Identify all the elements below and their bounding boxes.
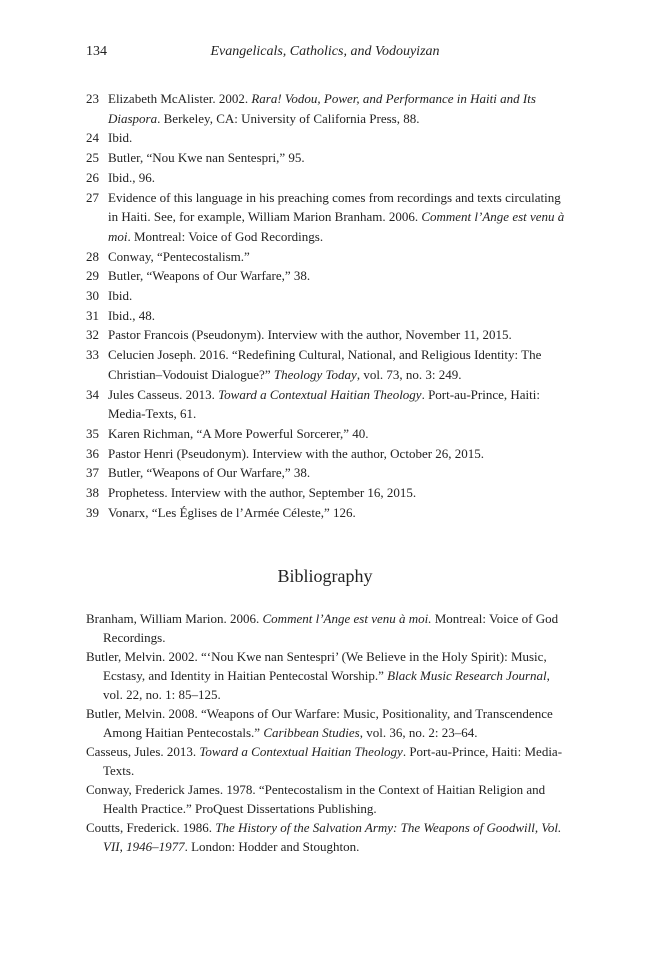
text-run: Branham, William Marion. 2006. [86,611,263,626]
endnote [86,266,566,286]
text-run: Karen Richman, “A More Powerful Sorcerer,” 40. [108,425,369,441]
endnote-number: 27 [86,189,99,205]
page-number: 134 [86,44,107,59]
endnote-text [108,483,566,503]
endnote [86,483,566,503]
endnote-number: 31 [86,307,99,323]
endnote-number: 37 [86,465,99,481]
text-run: Ibid. [108,130,133,146]
text-run: . Berkeley, CA: University of California Press, 88. [157,110,420,126]
endnote [86,463,566,483]
endnote-text [108,503,566,523]
endnote-text [108,89,566,128]
text-run: Conway, “Pentecostalism.” [108,248,250,264]
bibliography-list [86,609,566,856]
italic-text-run: Comment l’Ange est venu à moi [108,209,565,244]
italic-text-run: Rara! Vodou, Power, and Performance in Haiti and Its Diaspora [108,91,536,126]
text-run: Montreal: Voice of God Recordings. [103,611,559,645]
endnote-text [108,325,566,345]
bibliography-entry [86,742,566,780]
endnote [86,128,566,148]
page-header [86,44,564,64]
text-run: Butler, “Nou Kwe nan Sentespri,” 95. [108,150,305,166]
text-run: . Port-au-Prince, Haiti: Media-Texts, 61. [108,386,540,422]
endnote-number: 28 [86,248,99,264]
endnote [86,385,566,424]
endnotes-list [86,89,566,522]
endnote [86,424,566,444]
endnote [86,306,566,326]
text-run: , vol. 22, no. 1: 85–125. [103,668,550,702]
italic-text-run: Toward a Contextual Haitian Theology [218,386,422,402]
text-run: Pastor Francois (Pseudonym). Interview with the author, November 11, 2015. [108,327,512,343]
endnote-text [108,148,566,168]
text-run: Butler, “Weapons of Our Warfare,” 38. [108,268,311,284]
endnote [86,345,566,384]
running-title: Evangelicals, Catholics, and Vodouyizan [210,44,440,59]
endnote-number: 25 [86,150,99,166]
endnote [86,168,566,188]
italic-text-run: Toward a Contextual Haitian Theology [199,744,403,759]
endnote-text [108,286,566,306]
endnote [86,503,566,523]
text-run: , vol. 36, no. 2: 23–64. [359,725,478,740]
text-run: Butler, Melvin. 2002. “‘Nou Kwe nan Sentespri’ (We Believe in the Holy Spirit): Music, Ecstasy, and Identity in Haitian Pentecostal Worship.” [86,649,547,683]
endnote-text [108,444,566,464]
endnote-number: 33 [86,347,99,363]
endnote-number: 24 [86,130,99,146]
bibliography-heading: Bibliography [277,566,373,586]
text-run: Butler, Melvin. 2008. “Weapons of Our Warfare: Music, Positionality, and Transcendence Among Haitian Pentecostals.” [86,706,553,740]
endnote-number: 38 [86,485,99,501]
bibliography-entry [86,609,566,647]
text-run: Ibid., 48. [108,307,155,323]
endnote-text [108,345,566,384]
endnote-number: 34 [86,386,99,402]
endnote-text [108,168,566,188]
text-run: Celucien Joseph. 2016. “Redefining Cultural, National, and Religious Identity: The Christian–Vodouist Dialogue?” [108,347,542,382]
endnote-number: 35 [86,425,99,441]
endnote [86,444,566,464]
italic-text-run: Black Music Research Journal [387,668,547,683]
endnote-text [108,188,566,247]
text-run: Evidence of this language in his preaching comes from recordings and texts circulating in Haiti. See, for example, William Marion Branham. 2006. [108,189,561,225]
bibliography-entry [86,780,566,818]
text-run: Pastor Henri (Pseudonym). Interview with the author, October 26, 2015. [108,445,485,461]
endnote-text [108,463,566,483]
text-run: , vol. 73, no. 3: 249. [356,366,462,382]
endnote-number: 32 [86,327,99,343]
bibliography-entry [86,704,566,742]
italic-text-run: Caribbean Studies [263,725,360,740]
endnote-number: 29 [86,268,99,284]
bibliography-entry [86,647,566,704]
endnote [86,89,566,128]
endnote [86,286,566,306]
italic-text-run: The History of the Salvation Army: The Weapons of Goodwill, Vol. VII, 1946–1977 [103,820,562,854]
endnote [86,325,566,345]
text-run: . Montreal: Voice of God Recordings. [127,228,324,244]
text-run: Ibid., 96. [108,169,155,185]
endnote-text [108,266,566,286]
text-run: . London: Hodder and Stoughton. [184,839,360,854]
italic-text-run: Comment l’Ange est venu à moi. [262,611,432,626]
text-run: Conway, Frederick James. 1978. “Pentecostalism in the Context of Haitian Religion and Health Practice.” ProQuest Dissertations Publishing. [86,782,546,816]
endnote [86,188,566,247]
endnote-text [108,128,566,148]
endnote-text [108,247,566,267]
endnote-number: 30 [86,288,99,304]
text-run: Vonarx, “Les Églises de l’Armée Céleste,” 126. [108,504,356,520]
endnote [86,148,566,168]
endnote-text [108,306,566,326]
text-run: Prophetess. Interview with the author, September 16, 2015. [108,485,417,501]
text-run: Jules Casseus. 2013. [108,386,219,402]
bibliography-entry [86,818,566,856]
italic-text-run: Theology Today [273,366,357,382]
text-run: Casseus, Jules. 2013. [86,744,200,759]
text-run: Ibid. [108,288,133,304]
endnote-text [108,424,566,444]
endnote-number: 36 [86,445,99,461]
text-run: Butler, “Weapons of Our Warfare,” 38. [108,465,311,481]
text-run: Coutts, Frederick. 1986. [86,820,216,835]
endnote [86,247,566,267]
endnote-number: 39 [86,504,99,520]
text-run: . Port-au-Prince, Haiti: Media-Texts. [103,744,563,778]
endnote-text [108,385,566,424]
text-run: Elizabeth McAlister. 2002. [108,91,252,106]
endnote-number: 26 [86,169,99,185]
endnote-number: 23 [86,91,99,106]
